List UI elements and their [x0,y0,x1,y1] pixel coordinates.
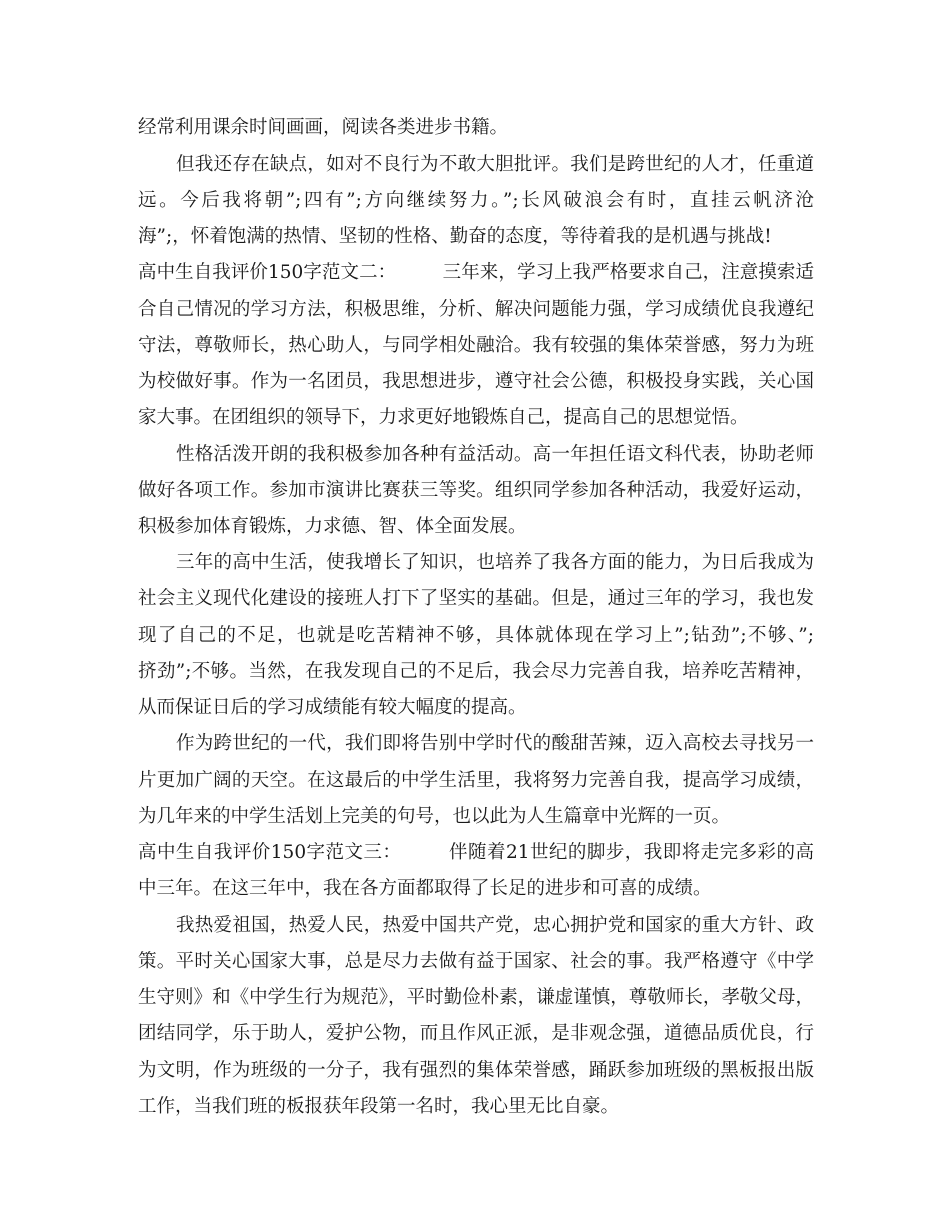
text-line: 性格活泼开朗的我积极参加各种有益活动。高一年担任语文科代表，协助老师 [176,444,814,465]
text-line: 工作，当我们班的板报获年段第一名时，我心里无比自豪。 [138,1096,620,1117]
text-line: 远。今后我将朝”;四有”;方向继续努力。”;长风破浪会有时，直挂云帆济沧 [138,190,814,211]
text-line: 高中生自我评价150字范文三： 伴随着21世纪的脚步，我即将走完多彩的高 [138,842,814,863]
text-line: 现了自己的不足，也就是吃苦精神不够，具体就体现在学习上”;钻劲”;不够、”; [138,625,814,646]
text-line: 合自己情况的学习方法，积极思维，分析、解决问题能力强，学习成绩优良我遵纪 [138,299,814,320]
text-line: 海”;，怀着饱满的热情、坚韧的性格、勤奋的态度，等待着我的是机遇与挑战! [138,226,772,247]
text-line: 中三年。在这三年中，我在各方面都取得了长足的进步和可喜的成绩。 [138,878,712,899]
text-line: 三年的高中生活，使我增长了知识，也培养了我各方面的能力，为日后我成为 [176,552,814,573]
text-line: 高中生自我评价150字范文二： 三年来，学习上我严格要求自己，注意摸索适 [138,262,814,283]
text-line: 为几年来的中学生活划上完美的句号，也以此为人生篇章中光辉的一页。 [138,806,731,827]
text-line: 为文明，作为班级的一分子，我有强烈的集体荣誉感，踊跃参加班级的黑板报出版 [138,1060,814,1081]
text-line: 但我还存在缺点，如对不良行为不敢大胆批评。我们是跨世纪的人才，任重道 [176,154,814,175]
text-line: 团结同学，乐于助人，爱护公物，而且作风正派，是非观念强，道德品质优良，行 [138,1023,814,1044]
text-line: 家大事。在团组织的领导下，力求更好地锻炼自己，提高自己的思想觉悟。 [138,407,749,428]
text-line: 挤劲”;不够。当然，在我发现自己的不足后，我会尽力完善自我，培养吃苦精神， [138,661,814,682]
text-line: 守法，尊敬师长，热心助人，与同学相处融洽。我有较强的集体荣誉感，努力为班 [138,335,814,356]
text-line: 策。平时关心国家大事，总是尽力去做有益于国家、社会的事。我严格遵守《中学 [138,951,814,972]
text-line: 我热爱祖国，热爱人民，热爱中国共产党，忠心拥护党和国家的重大方针、政 [176,915,814,936]
text-line: 做好各项工作。参加市演讲比赛获三等奖。组织同学参加各种活动，我爱好运动， [138,480,814,501]
text-line: 片更加广阔的天空。在这最后的中学生活里，我将努力完善自我，提高学习成绩， [138,770,814,791]
text-line: 社会主义现代化建设的接班人打下了坚实的基础。但是，通过三年的学习，我也发 [138,588,814,609]
text-line: 生守则》和《中学生行为规范》，平时勤俭朴素，谦虚谨慎，尊敬师长，孝敬父母， [138,987,814,1008]
text-line: 积极参加体育锻炼，力求德、智、体全面发展。 [138,516,527,537]
text-line: 从而保证日后的学习成绩能有较大幅度的提高。 [138,697,527,718]
text-line: 为校做好事。作为一名团员，我思想进步，遵守社会公德，积极投身实践，关心国 [138,371,814,392]
text-line: 作为跨世纪的一代，我们即将告别中学时代的酸甜苦辣，迈入高校去寻找另一 [176,733,814,754]
text-line: 经常利用课余时间画画，阅读各类进步书籍。 [138,117,509,138]
